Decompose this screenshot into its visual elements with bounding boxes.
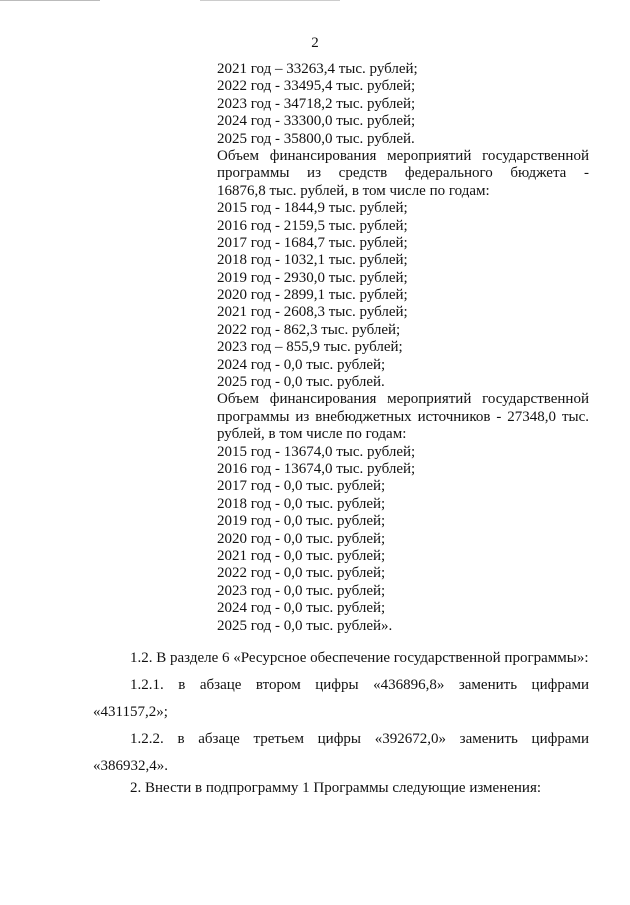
funding-line: 2023 год - 34718,2 тыс. рублей;	[217, 95, 416, 112]
funding-line: программы из внебюджетных источников - 27348,0 тыс.	[217, 408, 589, 425]
funding-line: 2021 год – 33263,4 тыс. рублей;	[217, 61, 418, 77]
funding-line: 2024 год - 33300,0 тыс. рублей;	[217, 113, 416, 130]
paragraph-1-2-1-continuation: «431157,2»;	[93, 704, 168, 720]
funding-line: 16876,8 тыс. рублей, в том числе по годам:	[217, 182, 490, 199]
funding-line: 2022 год - 0,0 тыс. рублей;	[217, 565, 386, 582]
funding-line: 2018 год - 1032,1 тыс. рублей;	[217, 252, 408, 269]
funding-block	[217, 61, 589, 635]
funding-line: 2017 год - 0,0 тыс. рублей;	[217, 478, 386, 495]
funding-line: Объем финансирования мероприятий государственной	[217, 147, 589, 164]
page-number: 2	[311, 35, 319, 51]
funding-line: 2022 год - 862,3 тыс. рублей;	[217, 321, 401, 338]
funding-line: 2021 год - 0,0 тыс. рублей;	[217, 547, 386, 564]
funding-line: 2020 год - 2899,1 тыс. рублей;	[217, 287, 408, 304]
funding-line: 2015 год - 1844,9 тыс. рублей;	[217, 200, 408, 217]
funding-line: 2020 год - 0,0 тыс. рублей;	[217, 530, 386, 547]
funding-line: 2025 год - 0,0 тыс. рублей.	[217, 374, 385, 391]
funding-line: 2018 год - 0,0 тыс. рублей;	[217, 495, 386, 512]
funding-line: 2024 год - 0,0 тыс. рублей;	[217, 600, 386, 617]
funding-line: 2019 год - 0,0 тыс. рублей;	[217, 513, 386, 530]
paragraph-2: 2. Внести в подпрограмму 1 Программы следующие изменения:	[130, 780, 542, 796]
paragraph-1-2: 1.2. В разделе 6 «Ресурсное обеспечение государственной программы»:	[130, 650, 589, 666]
funding-line: 2025 год - 0,0 тыс. рублей».	[217, 617, 393, 634]
funding-line: 2022 год - 33495,4 тыс. рублей;	[217, 78, 416, 95]
funding-line: 2015 год - 13674,0 тыс. рублей;	[217, 443, 416, 460]
paragraph-1-2-1: 1.2.1. в абзаце втором цифры «436896,8» заменить цифрами	[130, 677, 589, 693]
funding-line: 2017 год - 1684,7 тыс. рублей;	[217, 234, 408, 251]
funding-line: 2019 год - 2930,0 тыс. рублей;	[217, 269, 408, 286]
funding-line: 2023 год - 0,0 тыс. рублей;	[217, 582, 386, 599]
funding-line: 2025 год - 35800,0 тыс. рублей.	[217, 130, 415, 147]
scan-artifact-line	[200, 0, 340, 1]
scan-artifact-line	[0, 0, 100, 1]
funding-line: программы из средств федерального бюджета -	[217, 165, 589, 182]
funding-line: рублей, в том числе по годам:	[217, 426, 407, 443]
funding-line: 2023 год – 855,9 тыс. рублей;	[217, 339, 403, 356]
funding-line: 2016 год - 13674,0 тыс. рублей;	[217, 460, 416, 477]
paragraph-1-2-2: 1.2.2. в абзаце третьем цифры «392672,0» заменить цифрами	[130, 731, 589, 747]
paragraph-1-2-2-continuation: «386932,4».	[93, 758, 168, 774]
funding-line: 2024 год - 0,0 тыс. рублей;	[217, 356, 386, 373]
funding-line: 2021 год - 2608,3 тыс. рублей;	[217, 304, 408, 321]
funding-line: 2016 год - 2159,5 тыс. рублей;	[217, 217, 408, 234]
funding-line: Объем финансирования мероприятий государственной	[217, 391, 589, 408]
